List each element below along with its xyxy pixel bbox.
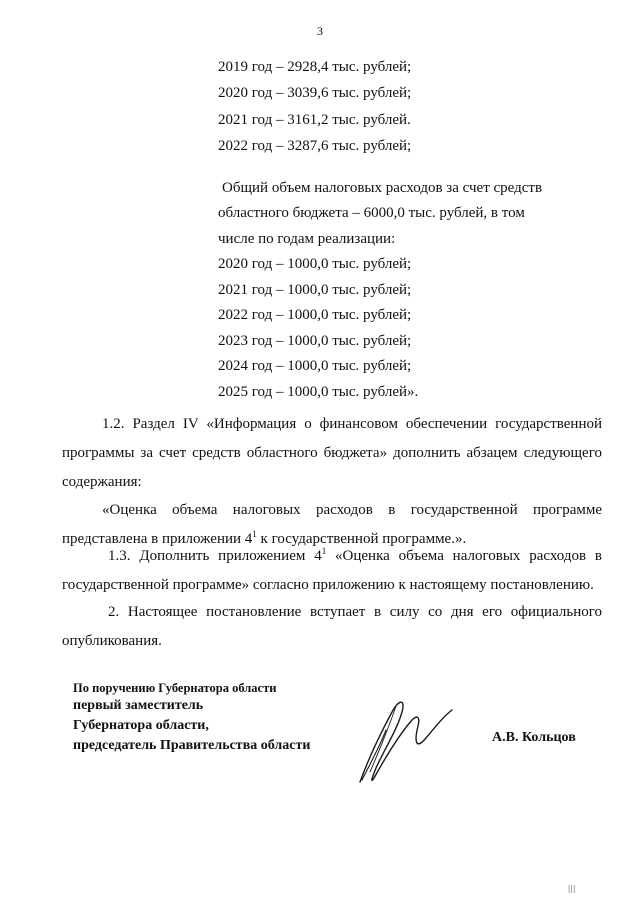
tax-year-2022: 2022 год – 1000,0 тыс. рублей; [218,307,412,323]
quote-superscript: 1 [252,529,257,539]
signature-line-3: Губернатора области, [73,718,209,733]
program-year-2022: 2022 год – 3287,6 тыс. рублей; [218,138,412,154]
footer-mark: ||| [568,884,576,893]
tax-year-2021: 2021 год – 1000,0 тыс. рублей; [218,282,412,298]
tax-year-2023: 2023 год – 1000,0 тыс. рублей; [218,333,412,349]
signature-line-4: председатель Правительства области [73,738,311,753]
p13-superscript: 1 [321,546,327,556]
paragraph-1-2: 1.2. Раздел IV «Информация о финансовом обеспечении государственной программы за счет средств областного бюджета» дополнить абзацем следующего содержания: [62,416,602,490]
program-year-2021: 2021 год – 3161,2 тыс. рублей. [218,112,411,128]
page-number: 3 [317,24,323,38]
paragraph-2: 2. Настоящее постановление вступает в силу со дня его официального опубликования. [62,604,602,649]
tax-year-2020: 2020 год – 1000,0 тыс. рублей; [218,256,412,272]
quote-text-start: «Оценка объема налоговых расходов в государственной программе представлена в приложении 4 [62,502,602,547]
signature-block [73,681,310,756]
paragraph-1-3 [62,542,602,600]
tax-intro-line-3: числе по годам реализации: [218,231,396,247]
tax-intro-line-2: областного бюджета – 6000,0 тыс. рублей, в том [218,205,525,221]
tax-intro-line-1: Общий объем налоговых расходов за счет средств [222,180,543,196]
handwritten-signature [340,690,460,790]
signatory-name: А.В. Кольцов [492,730,576,745]
program-year-2020: 2020 год – 3039,6 тыс. рублей; [218,85,412,101]
signature-line-1: По поручению Губернатора области [73,681,277,695]
p13-text-end: «Оценка объема налоговых расходов в государственной программе» согласно приложению к настоящему постановлению. [62,548,602,593]
tax-year-2024: 2024 год – 1000,0 тыс. рублей; [218,358,412,374]
quote-text-end: к государственной программе.». [256,531,467,547]
tax-year-2025: 2025 год – 1000,0 тыс. рублей». [218,384,419,400]
p13-text-start: 1.3. Дополнить приложением 4 [108,548,322,564]
signature-line-2: первый заместитель [73,698,204,713]
program-year-2019: 2019 год – 2928,4 тыс. рублей; [218,59,412,75]
